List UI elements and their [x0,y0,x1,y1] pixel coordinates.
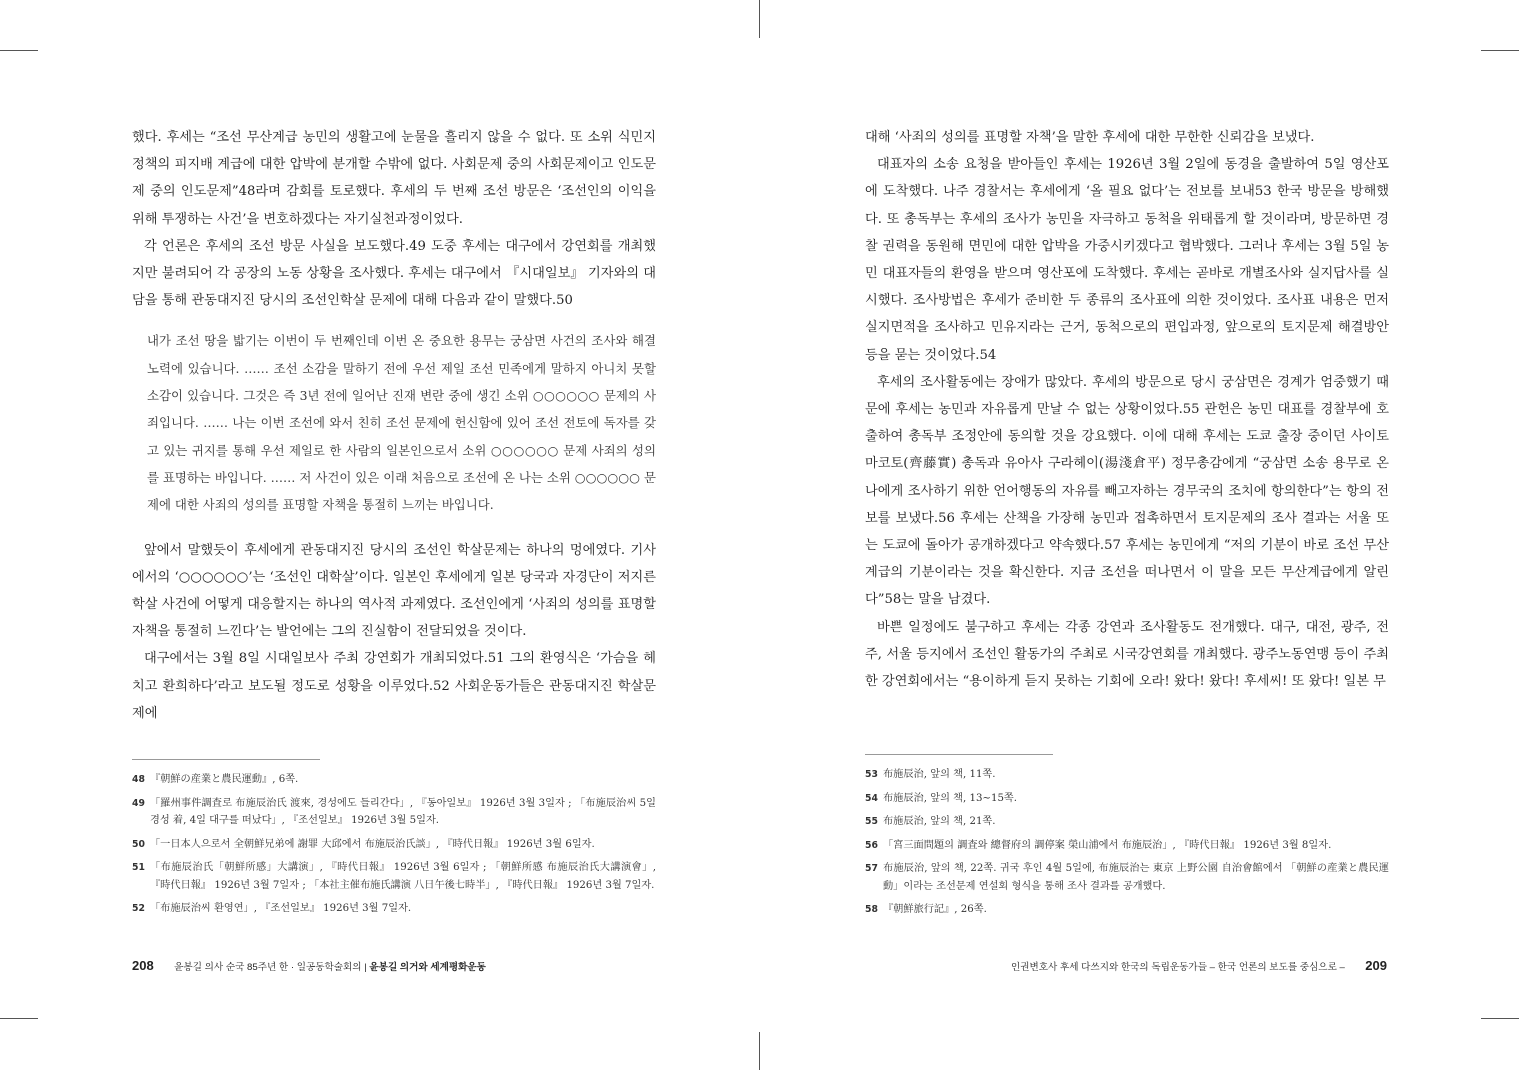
footnote-number: 49 [132,797,145,809]
paragraph: 바쁜 일정에도 불구하고 후세는 각종 강연과 조사활동도 전개했다. 대구, 대전, 광주, 전주, 서울 등지에서 조선인 활동가의 주최로 시국강연회를 개최했다. 광주노동연맹 등이 주최한 강연회에서는 “용이하게 듣지 못하는 기회에 오라! 왔다! 왔다! 후세씨! 또 왔다! 일본 무 [865,619,1389,690]
footnote-number: 57 [865,863,878,874]
footnote-text: 布施辰治, 앞의 책, 21쪽. [883,816,996,827]
paragraph: 각 언론은 후세의 조선 방문 사실을 보도했다.49 도중 후세는 대구에서 강연회를 개최했지만 불려되어 각 공장의 노동 상황을 조사했다. 후세는 대구에서 『시대일보』 기자와의 대담을 통해 관동대지진 당시의 조선인학살 문제에 대해 다음과 같이 말했다.50 [132,238,656,309]
footnote [132,859,656,894]
footnote [865,901,1389,919]
page-number: 209 [1365,958,1387,973]
paragraph: 했다. 후세는 “조선 무산계급 농민의 생활고에 눈물을 흘리지 않을 수 없다. 또 소위 식민지 정책의 피지배 계급에 대한 압박에 분개할 수밖에 없다. 사회문제 중의 사회문제이고 인도문제 중의 인도문제”48라며 감회를 토로했다. 후세의 두 번째 조선 방문은 ‘조선인의 이익을 위해 투쟁하는 사건’을 변호하겠다는 자기실천과정이었다. [132,130,656,227]
footnote [132,771,656,789]
footnote-text: 「一日本人으로서 全朝鮮兄弟에 謝罪 大邱에서 布施辰治氏談」, 『時代日報』 1926년 3월 6일자. [150,838,595,850]
footnote-text: 「宮三面問題의 調査와 總督府의 調停案 榮山浦에서 布施辰治」, 『時代日報』 1926년 3월 8일자. [883,839,1332,851]
footnote-number: 55 [865,816,878,827]
footnote-number: 51 [132,862,145,873]
footnote [132,900,656,918]
footnote [865,813,1389,831]
running-head [174,962,486,973]
footnote-text: 布施辰治, 앞의 책, 22쪽. 귀국 후인 4월 5일에, 布施辰治는 東京 上野公園 自治會館에서 「朝鮮の産業と農民運動」이라는 조선문제 연설회 형식을 통해 조사 결과를 공개했다. [883,863,1389,892]
footnote-rule [865,754,1053,755]
footnote-text: 『朝鮮の産業と農民運動』, 6쪽. [150,774,299,785]
running-head: 인권변호사 후세 다쓰지와 한국의 독립운동가들 – 한국 언론의 보도를 중심으로 – [1010,962,1345,973]
footnote-text: 『朝鮮旅行記』, 26쪽. [883,904,987,915]
footnote-number: 58 [865,904,878,915]
footnote-text: 「布施辰治氏「朝鮮所感」大講演」, 『時代日報』 1926년 3월 6일자 ; 「朝鮮所感 布施辰治氏大講演會」, 『時代日報』 1926년 3월 7일자 ; 「本社主催布施氏講演 八日午後七時半」, 『時代日報』 1926년 3월 7일자. [150,862,656,891]
footnote [132,795,656,830]
footnote-rule [132,759,320,760]
footnote-number: 50 [132,838,145,850]
crop-mark [1481,1018,1519,1019]
running-head-text: 윤봉길 의사 순국 85주년 한 · 일공동학술회의 | [174,962,367,973]
paragraph: 대표자의 소송 요청을 받아들인 후세는 1926년 3월 2일에 동경을 출발하여 5일 영산포에 도착했다. 나주 경찰서는 후세에게 ‘올 필요 없다’는 전보를 보내53 한국 방문을 방해했다. 또 총독부는 후세의 조사가 농민을 자극하고 동척을 위태롭게 할 것이라며, 방문하면 경찰 권력을 동원해 면민에 대한 압박을 가중시키겠다고 협박했다. 그러나 후세는 3월 5일 농민 대표자들의 환영을 받으며 영산포에 도착했다. 후세는 곧바로 개별조사와 실지답사를 실시했다. 조사방법은 후세가 준비한 두 종류의 조사표에 의한 것이었다. 조사표 내용은 먼저 실지면적을 조사하고 민유지라는 근거, 동척으로의 편입과정, 앞으로의 토지문제 해결방안 등을 묻는 것이었다.54 [865,157,1389,363]
footnote-text: 「布施辰治씨 환영연」, 『조선일보』 1926년 3월 7일자. [150,903,412,914]
crop-mark [0,1018,38,1019]
right-folio [1011,957,1387,975]
footnote-number: 56 [865,839,878,851]
paragraph: 대해 ‘사죄의 성의를 표명할 자책’을 말한 후세에 대한 무한한 신뢰감을 보냈다. [865,130,1315,145]
footnote-number: 54 [865,792,878,804]
crop-mark [759,1032,760,1070]
footnote-number: 52 [132,903,145,914]
page-number: 208 [132,958,154,973]
crop-mark [1481,50,1519,51]
left-page-body [132,124,656,727]
footnote [865,837,1389,855]
footnote-number: 53 [865,769,878,780]
right-page-body [865,124,1389,695]
footnote [865,860,1389,895]
footnote-number: 48 [132,774,145,785]
right-footnotes [865,766,1389,925]
footnote [132,836,656,854]
footnote-text: 布施辰治, 앞의 책, 11쪽. [883,769,996,780]
quote-text: 내가 조선 땅을 밟기는 이번이 두 번째인데 이번 온 중요한 용무는 궁삼면 사건의 조사와 해결 노력에 있습니다. …… 조선 소감을 말하기 전에 우선 제일 조선 민족에게 말하지 아니치 못할 소감이 있습니다. 그것은 즉 3년 전에 일어난 진재 변란 중에 생긴 소위 ○○○○○○ 문제의 사죄입니다. …… 나는 이번 조선에 와서 친히 조선 문제에 헌신함에 있어 조선 전토에 독자를 갖고 있는 귀지를 통해 우선 제일로 한 사람의 일본인으로서 소위 ○○○○○○ 문제 사죄의 성의를 표명하는 바입니다. …… 저 사건이 있은 이래 처음으로 조선에 온 나는 소위 ○○○○○○ 문제에 대한 사죄의 성의를 표명할 자책을 통절히 느끼는 바입니다. [147,333,656,513]
paragraph: 후세의 조사활동에는 장애가 많았다. 후세의 방문으로 당시 궁삼면은 경계가 엄중했기 때문에 후세는 농민과 자유롭게 만날 수 없는 상황이었다.55 관헌은 농민 대표를 경찰부에 호출하여 총독부 조정안에 동의할 것을 강요했다. 이에 대해 후세는 도쿄 출장 중이던 사이토 마코토(齊藤實) 총독과 유아사 구라헤이(湯淺倉平) 정무총감에게 “궁삼면 소송 용무로 온 나에게 조사하기 위한 언어행동의 자유를 빼고자하는 경무국의 조치에 항의한다”는 항의 전보를 보냈다.56 후세는 산책을 가장해 농민과 접촉하면서 토지문제의 조사 결과는 서울 또는 도쿄에 돌아가 공개하겠다고 약속했다.57 후세는 농민에게 “저의 기분이 바로 조선 무산계급의 기분이라는 것을 확신한다. 지금 조선을 떠나면서 이 말을 모든 무산계급에게 알린다”58는 말을 남겼다. [865,374,1389,608]
footnote [865,766,1389,784]
paragraph: 대구에서는 3월 8일 시대일보사 주최 강연회가 개최되었다.51 그의 환영식은 ‘가슴을 헤치고 환희하다’라고 보도될 정도로 성황을 이루었다.52 사회운동가들은 관동대지진 학살문제에 [132,651,656,721]
footnote-text: 布施辰治, 앞의 책, 13∼15쪽. [883,792,1018,804]
crop-mark [0,50,38,51]
running-head-bold: 윤봉길 의거와 세계평화운동 [369,962,486,973]
paragraph: 앞에서 말했듯이 후세에게 관동대지진 당시의 조선인 학살문제는 하나의 멍에였다. 기사에서의 ‘○○○○○○’는 ‘조선인 대학살’이다. 일본인 후세에게 일본 당국과 자경단이 저지른 학살 사건에 어떻게 대응할지는 하나의 역사적 과제였다. 조선인에게 ‘사죄의 성의를 표명할 자책을 통절히 느낀다’는 발언에는 그의 진실함이 전달되었을 것이다. [132,542,656,640]
left-folio [132,957,486,975]
footnote [865,790,1389,808]
footnote-text: 「羅州事件調査로 布施辰治氏 渡來, 경성에도 들리간다」, 『동아일보』 1926년 3월 3일자 ; 「布施辰治씨 5일 경성 着, 4일 대구를 떠났다」, 『조선일보』 1926년 3월 5일자. [150,797,656,826]
block-quote [147,327,656,518]
left-footnotes [132,771,656,924]
crop-mark [759,0,760,38]
